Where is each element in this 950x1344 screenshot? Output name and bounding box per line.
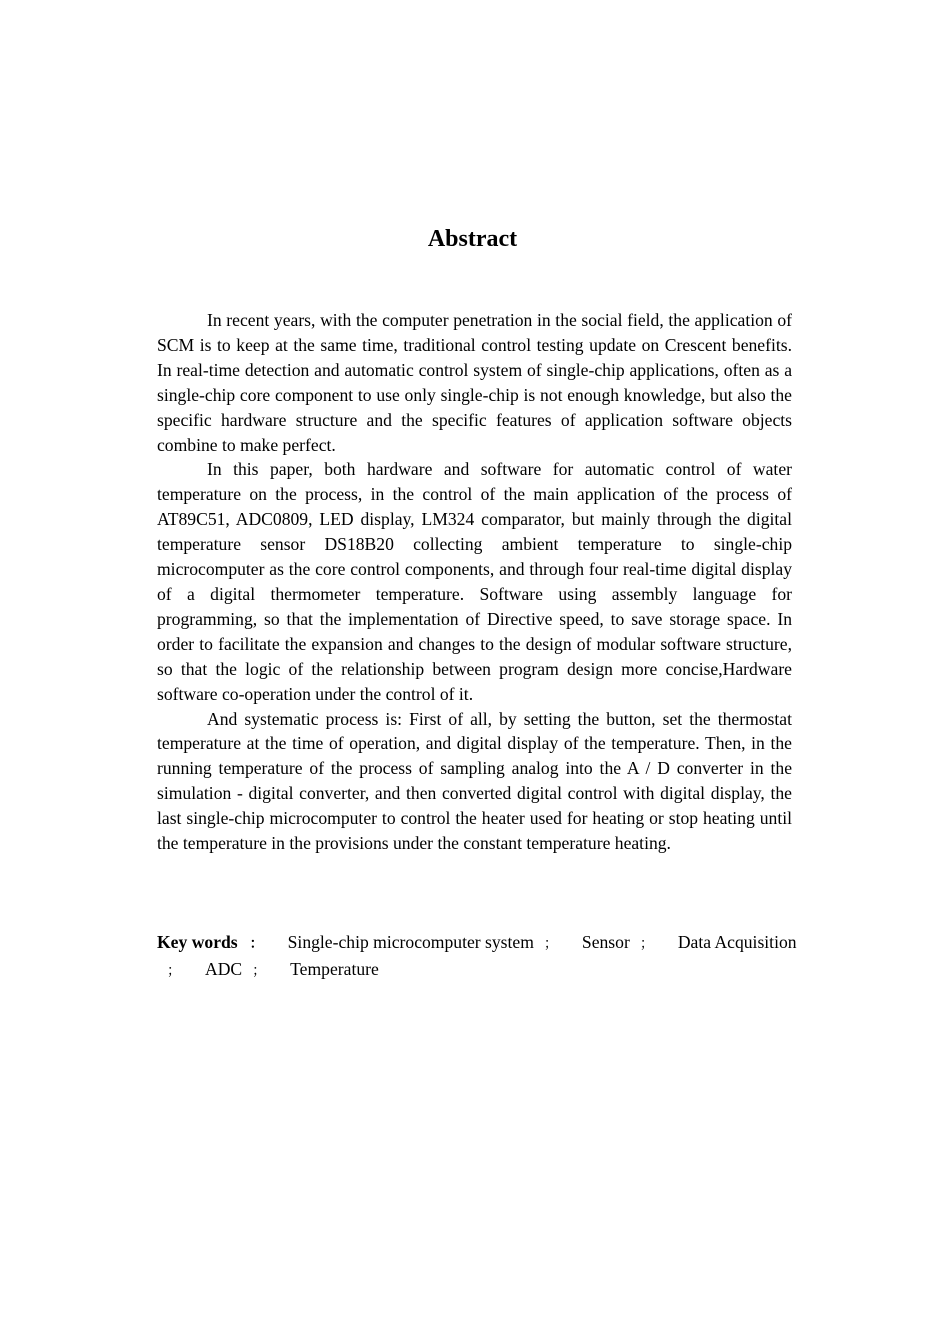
separator: ： bbox=[249, 937, 264, 952]
keyword: Single-chip microcomputer system bbox=[287, 932, 534, 952]
separator: ； bbox=[543, 937, 558, 952]
keyword: Data Acquisition bbox=[677, 932, 797, 952]
abstract-body bbox=[157, 308, 792, 856]
separator: ； bbox=[639, 937, 654, 952]
paragraph: In this paper, both hardware and software for automatic control of water temperature on the process, in the control of the main application of the process of AT89C51, ADC0809, LED display, LM324 comparator, but mainly through the digital temperature sensor DS18B20 collecting ambient temperature to single-chip microcomputer as the core control components, and through four real-time digital display of a digital thermometer temperature. Software using assembly language for programming, so that the implementation of Directive speed, to save storage space. In order to facilitate the expansion and changes to the design of modular software structure, so that the logic of the relationship between program design more concise,Hardware software co-operation under the control of it. bbox=[157, 459, 792, 704]
keyword: Temperature bbox=[290, 959, 379, 979]
paragraph: In recent years, with the computer penetration in the social field, the application of SCM is to keep at the same time, traditional control testing update on Crescent benefits. In real-time detection and automatic control system of single-chip applications, often as a single-chip core component to use only single-chip is not enough knowledge, but also the specific hardware structure and the specific features of application software objects combine to make perfect. bbox=[157, 310, 792, 455]
separator: ； bbox=[252, 964, 267, 979]
abstract-title: Abstract bbox=[427, 226, 518, 252]
keywords bbox=[157, 930, 797, 984]
paragraph: And systematic process is: First of all, by setting the button, set the thermostat temperature at the time of operation, and digital display of the temperature. Then, in the running temperature of the process of sampling analog into the A / D converter in the simulation - digital converter, and then converted digital control with digital display, the last single-chip microcomputer to control the heater used for heating or stop heating until the temperature in the provisions under the constant temperature heating. bbox=[157, 708, 792, 854]
separator: ； bbox=[167, 964, 181, 979]
keyword: ADC bbox=[205, 959, 243, 979]
keyword: Sensor bbox=[581, 932, 630, 952]
keywords-label: Key words bbox=[157, 932, 238, 952]
